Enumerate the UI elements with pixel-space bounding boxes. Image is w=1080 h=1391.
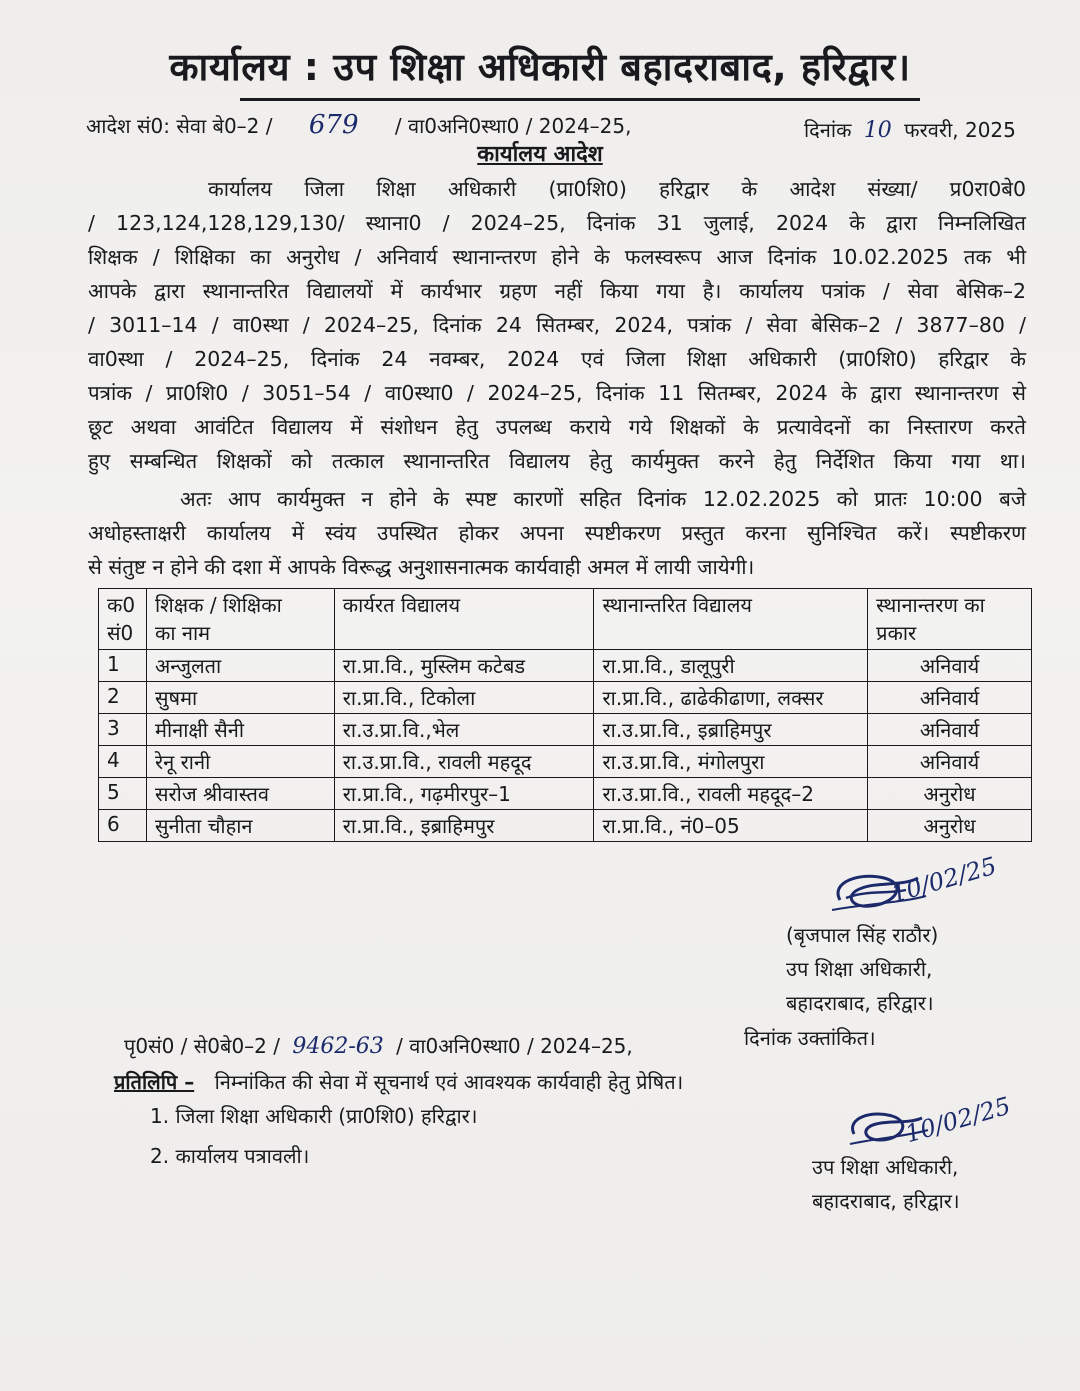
date-rest: फरवरी, 2025	[904, 118, 1016, 142]
para1-line-5: / 3011–14 / वा0स्था / 2024–25, दिनांक 24 सितम्बर, 2024, पत्रांक / सेवा बेसिक–2 / 3877–80 /	[88, 313, 1026, 337]
table-header-row	[99, 589, 1032, 650]
para1-line-7: पत्रांक / प्रा0शि0 / 3051–54 / वा0स्था0 / 2024–25, दिनांक 11 सितम्बर, 2024 के द्वारा स्थानान्तरण से	[88, 381, 1026, 405]
endorsement-ref-prefix: पृ0सं0 / से0बे0–2 /	[124, 1034, 280, 1058]
cell-type: अनिवार्य	[868, 746, 1032, 778]
header-current-school: कार्यरत विद्यालय	[334, 589, 594, 650]
cell-sn: 2	[99, 682, 147, 714]
cell-type: अनिवार्य	[868, 682, 1032, 714]
transfer-table	[98, 588, 1032, 842]
signature-date-2: 10/02/25	[902, 1091, 1014, 1149]
header-serial: क0 सं0	[99, 589, 147, 650]
cell-type: अनिवार्य	[868, 650, 1032, 682]
cell-sn: 1	[99, 650, 147, 682]
signatory-place: बहादराबाद, हरिद्वार।	[786, 991, 934, 1015]
signatory-place: बहादराबाद, हरिद्वार।	[812, 1189, 960, 1213]
cell-type: अनिवार्य	[868, 714, 1032, 746]
cell-transferred: रा.प्रा.वि., डालूपुरी	[594, 650, 868, 682]
cell-sn: 5	[99, 778, 147, 810]
table-row	[99, 682, 1032, 714]
recipient-list	[150, 1096, 477, 1176]
para2-line-1: अतः आप कार्यमुक्त न होने के स्पष्ट कारणों सहित दिनांक 12.02.2025 को प्रातः 10:00 बजे	[180, 487, 1026, 511]
cell-name: सुषमा	[146, 682, 334, 714]
copy-label: प्रतिलिपि –	[114, 1070, 195, 1094]
para2-line-2: अधोहस्ताक्षरी कार्यालय में स्वंय उपस्थित होकर अपना स्पष्टीकरण प्रस्तुत करना सुनिश्चित करें। स्पष्टीकरण	[88, 521, 1026, 545]
cell-sn: 3	[99, 714, 147, 746]
table-row	[99, 650, 1032, 682]
endorsement-ref-number: 9462-63	[292, 1034, 384, 1059]
para1-line-2: / 123,124,128,129,130/ स्थाना0 / 2024–25, दिनांक 31 जुलाई, 2024 के द्वारा निम्नलिखित	[88, 211, 1026, 235]
cell-current: रा.प्रा.वि., टिकोला	[334, 682, 594, 714]
date-day: 10	[863, 118, 892, 143]
recipient-item: 1. जिला शिक्षा अधिकारी (प्रा0शि0) हरिद्वार।	[150, 1104, 478, 1128]
cell-name: रेनू रानी	[146, 746, 334, 778]
cell-name: सरोज श्रीवास्तव	[146, 778, 334, 810]
cell-current: रा.उ.प्रा.वि., रावली महदूद	[334, 746, 594, 778]
cell-current: रा.उ.प्रा.वि.,भेल	[334, 714, 594, 746]
cell-name: सुनीता चौहान	[146, 810, 334, 842]
order-number: 679	[308, 110, 359, 140]
title-underline	[240, 98, 920, 101]
para1-line-1: कार्यालय जिला शिक्षा अधिकारी (प्रा0शि0) हरिद्वार के आदेश संख्या/ प्र0रा0बे0	[208, 177, 1026, 201]
para2-line-3: से संतुष्ट न होने की दशा में आपके विरूद्ध अनुशासनात्मक कार्यवाही अमल में लायी जायेगी।	[88, 555, 755, 579]
cell-name: मीनाक्षी सैनी	[146, 714, 334, 746]
para1-line-3: शिक्षक / शिक्षिका का अनुरोध / अनिवार्य स्थानान्तरण होने के फलस्वरूप आज दिनांक 10.02.2025 तक भी	[88, 245, 1026, 269]
order-reference	[86, 110, 632, 140]
table-row	[99, 746, 1032, 778]
order-ref-suffix: / वा0अनि0स्था0 / 2024–25,	[394, 114, 632, 138]
signature-block-2	[812, 1150, 960, 1218]
date-label: दिनांक	[804, 118, 852, 142]
endorsement-date: दिनांक उक्तांकित।	[744, 1026, 876, 1050]
cell-current: रा.प्रा.वि., गढ़मीरपुर–1	[334, 778, 594, 810]
table-row	[99, 714, 1032, 746]
para1-line-8: छूट अथवा आवंटित विद्यालय में संशोधन हेतु उपलब्ध कराये गये शिक्षकों के प्रत्यावेदनों का निस्तारण करते	[88, 415, 1026, 439]
cell-transferred: रा.प्रा.वि., ढाढेकीढाणा, लक्सर	[594, 682, 868, 714]
cell-sn: 6	[99, 810, 147, 842]
signature-date-1: 10/02/25	[888, 851, 1000, 909]
copy-text: निम्नांकित की सेवा में सूचनार्थ एवं आवश्यक कार्यवाही हेतु प्रेषित।	[214, 1070, 684, 1094]
signatory-name: (बृजपाल सिंह राठौर)	[786, 923, 939, 947]
para1-line-6: वा0स्था / 2024–25, दिनांक 24 नवम्बर, 2024 एवं जिला शिक्षा अधिकारी (प्रा0शि0) हरिद्वार के	[88, 347, 1026, 371]
cell-sn: 4	[99, 746, 147, 778]
cell-current: रा.प्रा.वि., इब्राहिमपुर	[334, 810, 594, 842]
cell-transferred: रा.उ.प्रा.वि., रावली महदूद–2	[594, 778, 868, 810]
order-subheading: कार्यालय आदेश	[477, 142, 603, 167]
cell-transferred: रा.प्रा.वि., नं0–05	[594, 810, 868, 842]
para1-line-4: आपके द्वारा स्थानान्तरित विद्यालयों में कार्यभार ग्रहण नहीं किया गया है। कार्यालय पत्रांक / सेवा बेसिक–2	[88, 279, 1026, 303]
recipient-item: 2. कार्यालय पत्रावली।	[150, 1144, 310, 1168]
order-ref-prefix: आदेश सं0: सेवा बे0–2 /	[86, 114, 273, 138]
header-name: शिक्षक / शिक्षिका का नाम	[146, 589, 334, 650]
signatory-designation: उप शिक्षा अधिकारी,	[812, 1155, 959, 1179]
signature-block-1	[786, 918, 938, 1020]
endorsement-ref-suffix: / वा0अनि0स्था0 / 2024–25,	[396, 1034, 633, 1058]
cell-type: अनुरोध	[868, 810, 1032, 842]
cell-current: रा.प्रा.वि., मुस्लिम कटेबड	[334, 650, 594, 682]
cell-name: अन्जुलता	[146, 650, 334, 682]
copy-to-line	[114, 1068, 683, 1095]
cell-type: अनुरोध	[868, 778, 1032, 810]
header-transfer-type: स्थानान्तरण का प्रकार	[868, 589, 1032, 650]
cell-transferred: रा.उ.प्रा.वि., मंगोलपुरा	[594, 746, 868, 778]
para1-line-9: हुए सम्बन्धित शिक्षकों को तत्काल स्थानान्तरित विद्यालय हेतु कार्यमुक्त करने हेतु निर्देशित किया गया था।	[88, 449, 1026, 473]
header-transferred-school: स्थानान्तरित विद्यालय	[594, 589, 868, 650]
cell-transferred: रा.उ.प्रा.वि., इब्राहिमपुर	[594, 714, 868, 746]
signatory-designation: उप शिक्षा अधिकारी,	[786, 957, 933, 981]
endorsement-reference	[124, 1032, 633, 1059]
table-row	[99, 778, 1032, 810]
table-row	[99, 810, 1032, 842]
office-title: कार्यालय : उप शिक्षा अधिकारी बहादराबाद, हरिद्वार।	[169, 45, 911, 89]
